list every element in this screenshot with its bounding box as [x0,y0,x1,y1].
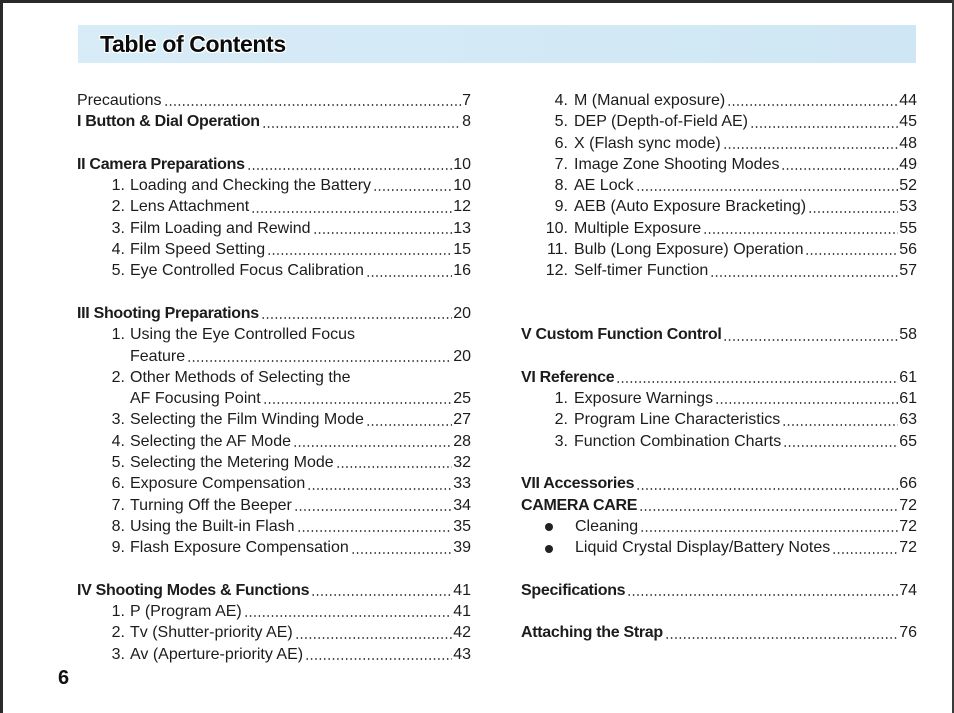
dot-leader [805,253,898,255]
dot-leader [336,466,453,468]
toc-entry-label: II Camera Preparations [77,155,245,173]
bullet-icon [545,523,553,531]
dot-leader [366,275,452,277]
toc-entry-page: 25 [453,390,471,408]
toc-entry-label: VII Accessories [521,475,635,493]
toc-entry-page: 34 [453,496,471,514]
dot-leader [710,275,898,277]
dot-leader [311,594,452,596]
toc-entry-page: 63 [899,411,917,429]
scan-edge-left [0,0,3,713]
toc-entry-label: Self-timer Function [574,262,709,280]
toc-entry-page: 16 [453,262,471,280]
toc-entry-number: 7. [554,155,568,173]
toc-entry[interactable] [77,260,471,281]
toc-entry[interactable] [521,516,917,537]
toc-entry-label: Av (Aperture-priority AE) [130,645,304,663]
toc-entry-page: 28 [453,432,471,450]
dot-leader [351,552,452,554]
toc-entry[interactable] [77,431,471,452]
toc-left-column [77,90,471,665]
dot-leader [636,189,899,191]
toc-entry-page: 61 [899,390,917,408]
dot-leader [247,168,453,170]
toc-entry-label: Image Zone Shooting Modes [574,155,780,173]
toc-entry-page: 12 [453,198,471,216]
toc-entry-page: 74 [899,581,917,599]
toc-entry-label: I Button & Dial Operation [77,113,260,131]
toc-entry[interactable] [77,218,471,239]
toc-entry[interactable] [77,495,471,516]
toc-entry-page: 48 [899,134,917,152]
toc-entry-label: Feature [130,347,186,365]
dot-leader [307,488,452,490]
toc-entry[interactable] [521,409,917,430]
toc-entry-number: 9. [554,198,568,216]
toc-entry[interactable] [77,601,471,622]
toc-entry-label: Using the Eye Controlled Focus [130,326,355,344]
toc-entry-label: III Shooting Preparations [77,304,259,322]
toc-entry-number: 9. [111,539,125,557]
toc-entry-page: 39 [453,539,471,557]
toc-entry-number: 1. [554,390,568,408]
toc-entry[interactable] [521,239,917,260]
toc-section-shooting-modes[interactable] [77,580,471,601]
toc-entry-label: X (Flash sync mode) [574,134,721,152]
toc-entry-label: Film Speed Setting [130,241,266,259]
toc-section-custom-function[interactable] [521,324,917,345]
toc-entry-label: Selecting the Film Winding Mode [130,411,364,429]
toc-entry-label: Cleaning [575,517,639,535]
toc-entry-number: 2. [554,411,568,429]
title-band [78,25,916,63]
toc-entry-page: 45 [899,113,917,131]
toc-entry-label: Program Line Characteristics [574,411,781,429]
toc-entry-number: 12. [545,262,568,280]
toc-entry-label: Exposure Warnings [574,390,714,408]
toc-entry-label: Precautions [77,92,162,109]
toc-entry-page: 41 [453,581,471,599]
toc-entry-label: Exposure Compensation [130,475,306,493]
toc-entry-number: 4. [111,432,125,450]
toc-entry-page: 43 [453,645,471,663]
dot-leader [727,104,898,106]
toc-entry-page: 42 [453,624,471,642]
toc-entry-label: Using the Built-in Flash [130,517,295,535]
toc-entry[interactable] [77,537,471,558]
dot-leader [715,402,898,404]
dot-leader [665,637,898,639]
toc-entry-page: 65 [899,432,917,450]
toc-section-button-dial[interactable] [77,111,471,132]
toc-entry-page: 66 [899,475,917,493]
dot-leader [295,637,453,639]
toc-entry-continuation[interactable] [77,388,471,409]
toc-entry[interactable] [521,196,917,217]
dot-leader [616,381,898,383]
toc-entry[interactable] [77,644,471,665]
toc-entry-number: 3. [554,432,568,450]
toc-entry-page: 61 [899,368,917,386]
toc-entry[interactable] [521,260,917,281]
toc-entry-label: CAMERA CARE [521,496,638,514]
toc-entry-page: 10 [453,177,471,195]
toc-section-camera-care[interactable] [521,495,917,516]
toc-entry-page: 10 [453,155,471,173]
toc-entry-number: 7. [111,496,125,514]
toc-entry[interactable] [77,473,471,494]
toc-entry-number: 4. [111,241,125,259]
toc-entry-page: 56 [899,241,917,259]
dot-leader [703,232,898,234]
dot-leader [263,402,452,404]
dot-leader [305,658,452,660]
toc-entry-page: 7 [462,92,471,109]
toc-entry-page: 27 [453,411,471,429]
dot-leader [261,317,452,319]
toc-entry-label: Selecting the AF Mode [130,432,291,450]
toc-entry-number: 6. [111,475,125,493]
toc-entry-page: 49 [899,155,917,173]
toc-entry-label: Multiple Exposure [574,219,702,237]
dot-leader [832,552,898,554]
toc-entry[interactable] [521,111,917,132]
page-number: 6 [58,667,70,689]
toc-entry-page: 52 [899,177,917,195]
toc-entry-page: 8 [462,113,471,131]
toc-entry-number: 10. [545,219,568,237]
toc-entry-page: 35 [453,517,471,535]
toc-entry-page: 32 [453,454,471,472]
toc-entry-continuation[interactable] [77,346,471,367]
toc-entry-label: Tv (Shutter-priority AE) [130,624,293,642]
toc-entry-number: 2. [111,368,125,386]
dot-leader [750,126,898,128]
toc-entry[interactable] [77,452,471,473]
toc-entry-number: 1. [111,603,125,621]
dot-leader [627,594,898,596]
dot-leader [244,615,452,617]
toc-entry-page: 72 [899,517,917,535]
toc-entry-number: 4. [554,92,568,109]
toc-entry-number: 3. [111,219,125,237]
toc-section-attaching-strap[interactable] [521,622,917,643]
toc-section-reference[interactable] [521,367,917,388]
toc-entry-page: 53 [899,198,917,216]
toc-entry-number: 3. [111,411,125,429]
toc-entry-label: VI Reference [521,368,615,386]
scan-edge-top [0,0,954,3]
toc-entry-number: 1. [111,326,125,344]
toc-entry-number: 3. [111,645,125,663]
dot-leader [640,530,898,532]
toc-entry-label: IV Shooting Modes & Functions [77,581,310,599]
toc-entry[interactable] [521,431,917,452]
toc-entry[interactable] [521,218,917,239]
toc-entry[interactable] [77,175,471,196]
toc-entry-number: 8. [111,517,125,535]
toc-entry-label: AE Lock [574,177,634,195]
toc-entry-label: M (Manual exposure) [574,92,726,109]
toc-entry-label: P (Program AE) [130,603,242,621]
toc-entry-number: 8. [554,177,568,195]
page-title: Table of Contents [100,31,286,57]
toc-entry-label: AEB (Auto Exposure Bracketing) [574,198,807,216]
toc-entry-label: Film Loading and Rewind [130,219,311,237]
toc-entry-page: 72 [899,539,917,557]
dot-leader [187,360,452,362]
dot-leader [781,168,898,170]
toc-entry-label: Other Methods of Selecting the [130,368,351,386]
toc-entry-number: 2. [111,198,125,216]
toc-entry-page: 41 [453,603,471,621]
toc-entry[interactable] [521,90,917,111]
toc-entry-precautions[interactable] [77,90,471,111]
toc-entry-label: Specifications [521,581,626,599]
toc-entry-page: 33 [453,475,471,493]
toc-entry-label: DEP (Depth-of-Field AE) [574,113,748,131]
toc-entry-page: 76 [899,624,917,642]
dot-leader [636,488,898,490]
toc-entry[interactable] [77,622,471,643]
dot-leader [294,509,452,511]
toc-entry[interactable] [77,324,471,345]
toc-entry-page: 58 [899,326,917,344]
toc-section-camera-preparations[interactable] [77,154,471,175]
toc-entry-number: 5. [111,262,125,280]
toc-entry[interactable] [77,409,471,430]
toc-entry[interactable] [77,239,471,260]
toc-entry-label: Bulb (Long Exposure) Operation [574,241,804,259]
dot-leader [313,232,453,234]
toc-entry-label: Flash Exposure Compensation [130,539,349,557]
toc-entry-page: 13 [453,219,471,237]
toc-entry-number: 2. [111,624,125,642]
toc-entry[interactable] [521,388,917,409]
toc-entry-label: Selecting the Metering Mode [130,454,334,472]
dot-leader [293,445,452,447]
toc-entry-number: 11. [546,241,568,259]
toc-entry-label: Liquid Crystal Display/Battery Notes [575,539,831,557]
dot-leader [267,253,452,255]
toc-entry-label: Eye Controlled Focus Calibration [130,262,364,280]
toc-entry[interactable] [521,133,917,154]
toc-entry-label: AF Focusing Point [130,390,261,408]
dot-leader [723,147,898,149]
toc-entry-number: 6. [554,134,568,152]
toc-entry-page: 55 [899,219,917,237]
toc-entry[interactable] [77,196,471,217]
toc-entry[interactable] [521,154,917,175]
toc-section-shooting-preparations[interactable] [77,303,471,324]
bullet-icon [545,545,553,553]
toc-entry-label: Function Combination Charts [574,432,782,450]
toc-entry-page: 20 [453,347,471,365]
toc-entry[interactable] [521,175,917,196]
toc-entry[interactable] [77,367,471,388]
toc-entry-page: 57 [899,262,917,280]
toc-entry-page: 72 [899,496,917,514]
dot-leader [723,339,898,341]
toc-entry-label: Lens Attachment [130,198,250,216]
toc-entry-label: Turning Off the Beeper [130,496,292,514]
toc-entry-number: 5. [554,113,568,131]
toc-entry-page: 15 [453,241,471,259]
toc-entry-number: 1. [111,177,125,195]
toc-section-specifications[interactable] [521,580,917,601]
dot-leader [373,189,452,191]
dot-leader [808,211,898,213]
dot-leader [251,211,452,213]
toc-entry-page: 20 [453,304,471,322]
toc-entry-number: 5. [111,454,125,472]
dot-leader [262,126,461,128]
dot-leader [164,104,462,106]
toc-entry-label: Attaching the Strap [521,624,663,642]
toc-entry-label: V Custom Function Control [521,326,722,344]
toc-entry[interactable] [521,537,917,558]
dot-leader [366,424,452,426]
dot-leader [639,509,898,511]
toc-entry-page: 44 [899,92,917,109]
dot-leader [783,445,898,447]
toc-section-accessories[interactable] [521,473,917,494]
dot-leader [782,424,898,426]
toc-entry[interactable] [77,516,471,537]
toc-right-column [521,90,917,644]
toc-entry-label: Loading and Checking the Battery [130,177,372,195]
dot-leader [297,530,453,532]
